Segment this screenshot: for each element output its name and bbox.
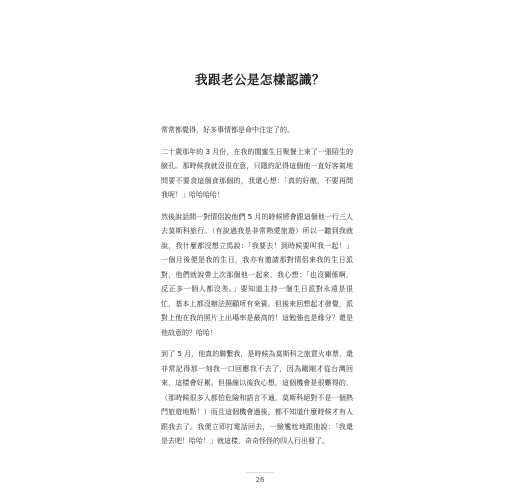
paragraph: 常常都覺得，好多事情都是命中注定了的。 (161, 126, 294, 134)
paragraph: 到了 5 月，他真的聯繫我，是時候為莫斯科之旅買火車票，還非常記得那一刻我一口回應我不去了，因為剛剛才從台灣回來，這樣會好累。但揚線以後我心想，這個機會是很難得的，（那時候很多人都怕危險和語言不通，莫斯科絕對不是一個熱門旅遊地點！）而且這個機會過後，都不知道什麼時候才有人跟我去了。我便立即打電話回去，一臉尷尬地跟他說：「我還是去吧！哈哈！」就這樣，奇奇怪怪的四人行出發了。 (161, 350, 353, 445)
page-number: 26 (255, 476, 265, 484)
chapter-title: 我跟老公是怎樣認識？ (194, 72, 325, 87)
page-number-divider (246, 472, 274, 473)
paragraph: 二十歲那年的 3 月份，在我的閨蜜生日聚餐上來了一張陌生的臉孔。那時候我就沒很在意，只隱約記得這個他一直好客氣地問要不要食這個食那個的，我還心想：「真的好傲，不要再問我呢！」哈哈哈哈！ (161, 147, 353, 199)
paragraph: 然後說話間一對情侶說他們 5 月的時候將會跟這個他一行三人去莫斯科旅行。（有說過我是非常熱愛旅遊）所以一聽到我就說，我什麼都沒想立馬說：「我要去！到時候要叫我一起！」一個月後便是我的生日，我亦有邀請那對情侶來我的生日派對，他們就說帶上次那個他一起來。我心想：「也沒關係啊，反正多一個人都沒差。」要知道主持一個生日派對永遠是很忙，基本上都沒辦法照顧所有來賓。但後來回想起才發覺，派對上他在我的照片上出場率是最高的！這勉強也是緣分？還是他故意的？哈哈！ (161, 212, 353, 337)
body-text (161, 123, 353, 456)
